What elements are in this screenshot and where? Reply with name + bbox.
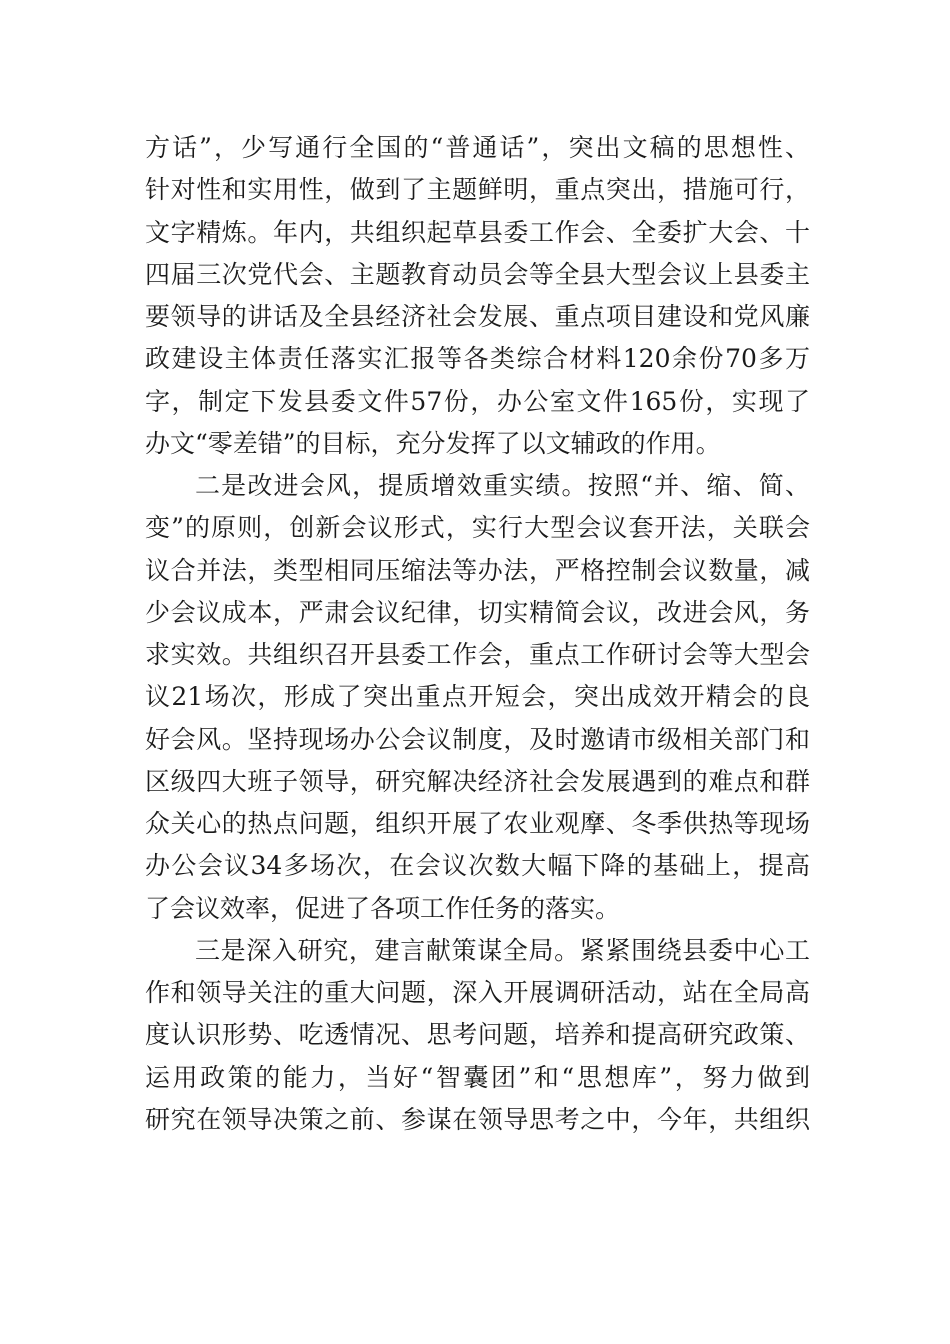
text-line: 办公会议34多场次，在会议次数大幅下降的基础上，提高: [145, 851, 810, 881]
text-line: 度认识形势、吃透情况、思考问题，培养和提高研究政策、: [145, 1020, 810, 1050]
text-line: 众关心的热点问题，组织开展了农业观摩、冬季供热等现场: [145, 809, 810, 838]
text-line: 运用政策的能力，当好“智囊团”和“思想库”，努力做到: [145, 1062, 810, 1092]
text-line: 文字精炼。年内，共组织起草县委工作会、全委扩大会、十: [145, 217, 810, 247]
text-line: 二是改进会风，提质增效重实绩。按照“并、缩、简、: [195, 471, 810, 500]
document-body: [145, 127, 810, 1141]
text-line: 三是深入研究，建言献策谋全局。紧紧围绕县委中心工: [195, 935, 810, 965]
text-line: 议合并法，类型相同压缩法等办法，严格控制会议数量，减: [145, 555, 810, 585]
text-line: 少会议成本，严肃会议纪律，切实精简会议，改进会风，务: [145, 597, 810, 627]
paragraph-research: [145, 930, 810, 1141]
text-line: 方话”，少写通行全国的“普通话”，突出文稿的思想性、: [145, 133, 810, 162]
text-line: 办文“零差错”的目标，充分发挥了以文辅政的作用。: [145, 428, 721, 458]
text-line: 政建设主体责任落实汇报等各类综合材料120余份70多万: [145, 344, 810, 374]
text-line: 作和领导关注的重大问题，深入开展调研活动，站在全局高: [145, 978, 810, 1007]
text-line: 字，制定下发县委文件57份，办公室文件165份，实现了: [145, 386, 810, 416]
paragraph-meetings: [145, 465, 810, 930]
text-line: 区级四大班子领导，研究解决经济社会发展遇到的难点和群: [145, 766, 810, 796]
text-line: 求实效。共组织召开县委工作会，重点工作研讨会等大型会: [145, 640, 810, 669]
text-line: 针对性和实用性，做到了主题鲜明，重点突出，措施可行，: [145, 175, 810, 205]
text-line: 研究在领导决策之前、参谋在领导思考之中，今年，共组织: [145, 1104, 810, 1134]
text-line: 了会议效率，促进了各项工作任务的落实。: [145, 893, 621, 923]
paragraph-continuation: [145, 127, 810, 465]
text-line: 变”的原则，创新会议形式，实行大型会议套开法，关联会: [145, 513, 810, 543]
text-line: 四届三次党代会、主题教育动员会等全县大型会议上县委主: [145, 259, 810, 289]
text-line: 议21场次，形成了突出重点开短会，突出成效开精会的良: [145, 682, 810, 712]
text-line: 要领导的讲话及全县经济社会发展、重点项目建设和党风廉: [145, 302, 810, 331]
text-line: 好会风。坚持现场办公会议制度，及时邀请市级相关部门和: [145, 724, 810, 754]
